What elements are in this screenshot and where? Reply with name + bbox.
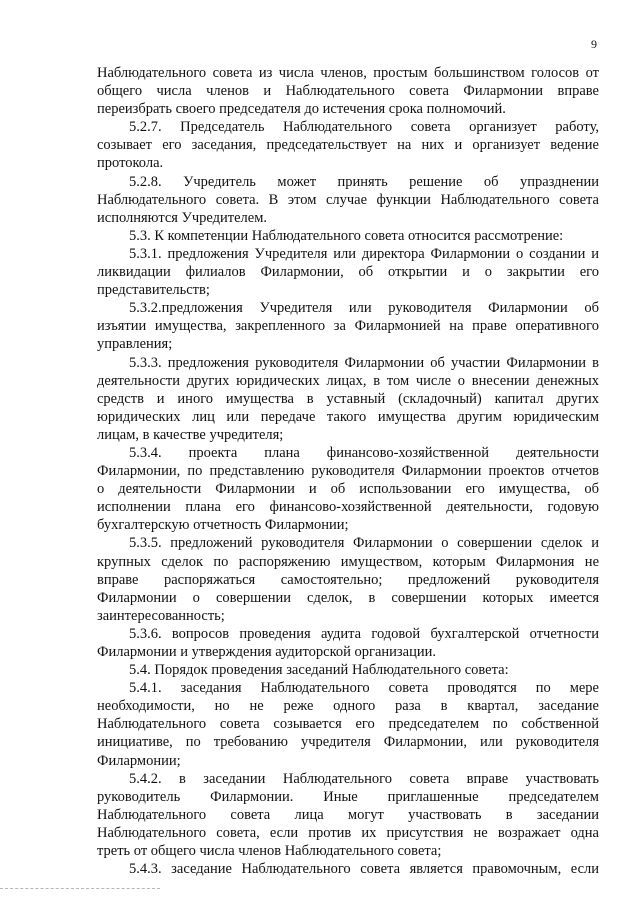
page-number: 9 bbox=[591, 37, 597, 51]
paragraph-12-line-3: Наблюдательного совета созывается его председателем по собственной bbox=[97, 716, 599, 733]
paragraph-8-line-4: исполнении плана его финансово-хозяйственной деятельности, годовую bbox=[97, 499, 599, 516]
scan-edge-mark bbox=[0, 888, 160, 890]
paragraph-2-line-3: протокола. bbox=[97, 155, 164, 172]
paragraph-5-line-3: представительств; bbox=[97, 282, 210, 299]
paragraph-7-line-4: юридических лиц или передаче такого имущества другим юридическим bbox=[97, 408, 599, 425]
paragraph-10-line-2: Филармонии и утверждения аудиторской организации. bbox=[97, 644, 436, 660]
paragraph-7-line-2: деятельности других юридических лицах, в том числе о внесении денежных bbox=[97, 372, 599, 389]
paragraph-7-line-3: средств и иного имущества в уставный (складочный) капитал других bbox=[97, 390, 599, 407]
paragraph-3-line-3: исполняются Учредителем. bbox=[97, 209, 267, 226]
paragraph-13-line-5: треть от общего числа членов Наблюдательного совета; bbox=[97, 843, 442, 860]
paragraph-2-line-2: созывает его заседания, председательствует на них и организует ведение bbox=[97, 137, 599, 154]
paragraph-4-line-1: 5.3. К компетенции Наблюдательного совета относится рассмотрение: bbox=[129, 227, 564, 244]
paragraph-5-line-1: 5.3.1. предложения Учредителя или директора Филармонии о создании и bbox=[129, 245, 599, 262]
paragraph-13-line-1: 5.4.2. в заседании Наблюдательного совета вправе участвовать bbox=[129, 770, 599, 787]
paragraph-9-line-4: Филармонии о совершении сделок, в совершении которых имеется bbox=[97, 589, 599, 606]
paragraph-1-line-1: Наблюдательного совета из числа членов, простым большинством голосов от bbox=[97, 65, 599, 81]
paragraph-9-line-3: вправе распоряжаться самостоятельно; предложений руководителя bbox=[97, 571, 599, 588]
paragraph-5-line-2: ликвидации филиалов Филармонии, об открытии и о закрытии его bbox=[97, 264, 599, 281]
paragraph-9-line-2: крупных сделок по распоряжению имуществом, которым Филармония не bbox=[97, 553, 599, 570]
paragraph-13-line-4: Наблюдательного совета, если против их присутствия не возражает одна bbox=[97, 824, 599, 841]
paragraph-3-line-2: Наблюдательного совета. В этом случае функции Наблюдательного совета bbox=[97, 191, 599, 208]
document-body bbox=[97, 64, 599, 878]
paragraph-6-line-1: 5.3.2.предложения Учредителя или руководителя Филармонии об bbox=[129, 300, 599, 317]
paragraph-7-line-5: лицам, в качестве учредителя; bbox=[97, 426, 284, 443]
paragraph-6-line-3: управления; bbox=[97, 336, 173, 353]
paragraph-3-line-1: 5.2.8. Учредитель может принять решение об упразднении bbox=[129, 173, 599, 190]
paragraph-1-line-3: переизбрать своего председателя до истечения срока полномочий. bbox=[97, 101, 506, 118]
paragraph-11-line-1: 5.4. Порядок проведения заседаний Наблюдательного совета: bbox=[129, 662, 509, 679]
paragraph-10-line-1: 5.3.6. вопросов проведения аудита годовой бухгалтерской отчетности bbox=[129, 625, 599, 642]
paragraph-12-line-2: необходимости, но не реже одного раза в квартал, заседание bbox=[97, 698, 599, 715]
paragraph-7-line-1: 5.3.3. предложения руководителя Филармонии об участии Филармонии в bbox=[129, 354, 599, 371]
paragraph-9-line-1: 5.3.5. предложений руководителя Филармонии о совершении сделок и bbox=[129, 535, 599, 552]
paragraph-2-line-1: 5.2.7. Председатель Наблюдательного совета организует работу, bbox=[129, 119, 599, 136]
paragraph-9-line-5: заинтересованность; bbox=[97, 607, 225, 624]
paragraph-13-line-3: Наблюдательного совета лица могут участвовать в заседании bbox=[97, 806, 599, 823]
paragraph-8-line-1: 5.3.4. проекта плана финансово-хозяйственной деятельности bbox=[129, 444, 599, 461]
paragraph-12-line-1: 5.4.1. заседания Наблюдательного совета проводятся по мере bbox=[129, 680, 599, 697]
paragraph-8-line-5: бухгалтерскую отчетность Филармонии; bbox=[97, 517, 349, 534]
paragraph-14-line-1: 5.4.3. заседание Наблюдательного совета является правомочным, если bbox=[129, 861, 599, 878]
paragraph-6-line-2: изъятии имущества, закрепленного за Филармонией на праве оперативного bbox=[97, 318, 599, 335]
paragraph-1-line-2: общего числа членов и Наблюдательного совета Филармонии вправе bbox=[97, 83, 599, 100]
paragraph-8-line-3: о деятельности Филармонии и об использовании его имущества, об bbox=[97, 481, 599, 498]
paragraph-12-line-5: Филармонии; bbox=[97, 752, 181, 769]
paragraph-12-line-4: инициативе, по требованию учредителя Филармонии, или руководителя bbox=[97, 734, 599, 751]
paragraph-8-line-2: Филармонии, по представлению руководителя Филармонии проектов отчетов bbox=[97, 463, 599, 480]
paragraph-13-line-2: руководитель Филармонии. Иные приглашенные председателем bbox=[97, 788, 599, 805]
